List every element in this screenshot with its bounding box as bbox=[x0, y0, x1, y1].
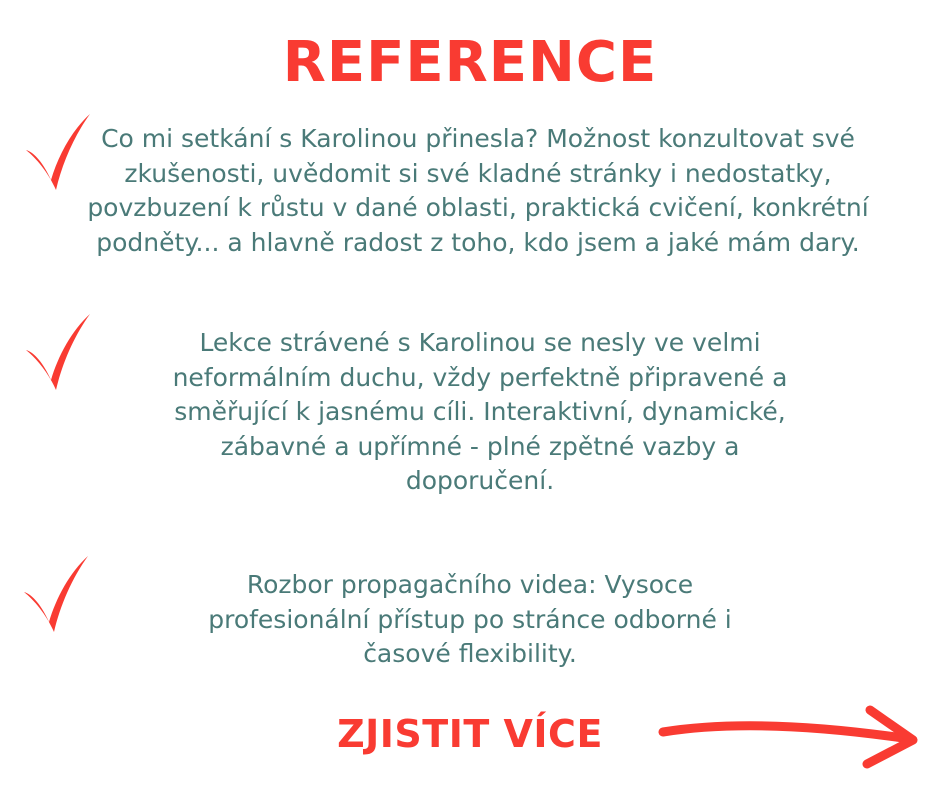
check-mark-icon bbox=[20, 310, 98, 396]
arrow-right-icon bbox=[655, 690, 935, 780]
testimonial-text-2: Lekce strávené s Karolinou se nesly ve velmi neformálním duchu, vždy perfektně připravené a směřující k jasnému cíli. Interaktivní, dynamické, zábavné a upřímné - plné zpětné vazby a doporučení. bbox=[172, 328, 788, 495]
check-mark-icon bbox=[18, 552, 96, 638]
page-title: REFERENCE bbox=[282, 30, 658, 95]
cta-label[interactable]: ZJISTIT VÍCE bbox=[337, 712, 603, 756]
testimonial-text-3: Rozbor propagačního videa: Vysoce profesionální přístup po stránce odborné i časové flexibility. bbox=[208, 570, 732, 668]
testimonial-text-1: Co mi setkání s Karolinou přinesla? Možnost konzultovat své zkušenosti, uvědomit si své kladné stránky i nedostatky, povzbuzení k růstu v dané oblasti, praktická cvičení, konkrétní podněty... a hlavně radost z toho, kdo jsem a jaké mám dary. bbox=[87, 124, 869, 257]
